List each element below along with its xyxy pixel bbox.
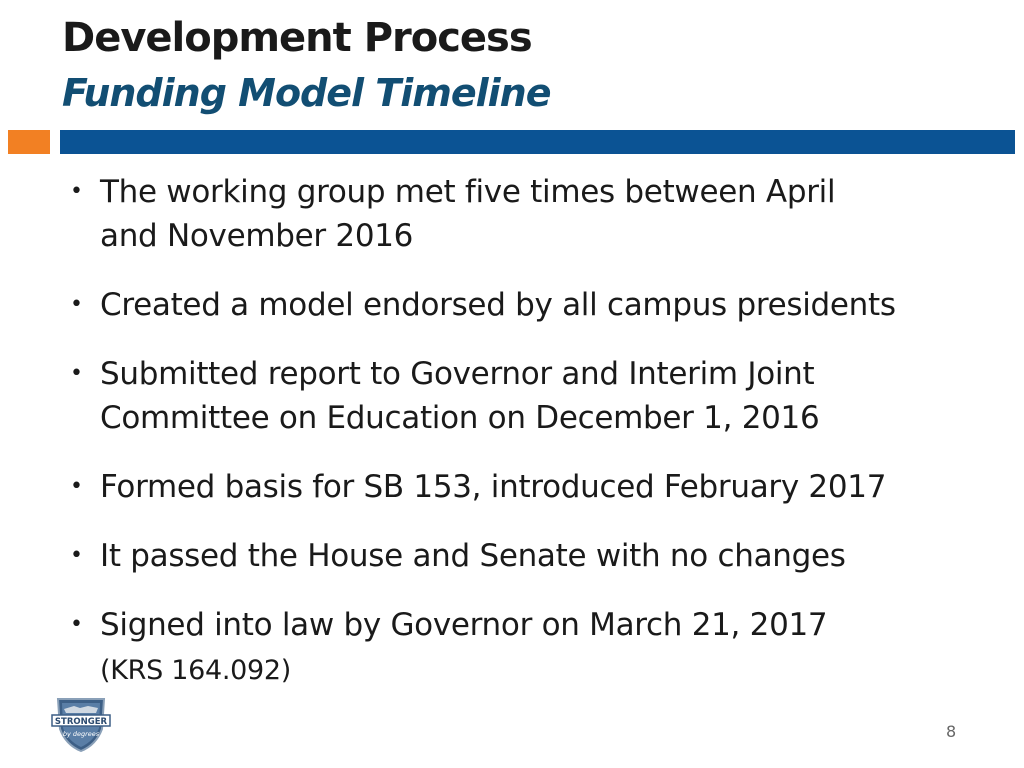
bullet-icon: •	[70, 179, 83, 204]
stronger-by-degrees-shield-icon	[50, 695, 112, 753]
bullet-item	[70, 283, 990, 327]
bullet-text: Formed basis for SB 153, introduced February 2017	[100, 469, 887, 505]
bullet-icon: •	[70, 361, 83, 386]
bullet-icon: •	[70, 474, 83, 499]
bullet-text: Submitted report to Governor and Interim Joint	[100, 356, 815, 392]
slide-title: Development Process	[62, 15, 532, 61]
bullet-icon: •	[70, 612, 83, 637]
bullet-list	[70, 170, 990, 718]
bullet-text: Signed into law by Governor on March 21, 2017	[100, 607, 828, 643]
bullet-item	[70, 352, 990, 440]
accent-square	[8, 130, 50, 154]
bullet-text: It passed the House and Senate with no changes	[100, 538, 846, 574]
bullet-text-continued: Committee on Education on December 1, 2016	[100, 400, 820, 436]
logo-text-sub: by degrees	[62, 730, 100, 738]
page-number: 8	[946, 722, 957, 741]
bullet-item	[70, 534, 990, 578]
bullet-icon: •	[70, 543, 83, 568]
logo-text-main: STRONGER	[54, 717, 108, 727]
bullet-item	[70, 603, 990, 693]
bullet-icon: •	[70, 292, 83, 317]
bullet-item	[70, 170, 990, 258]
slide-subtitle: Funding Model Timeline	[62, 71, 551, 115]
bullet-item	[70, 465, 990, 509]
accent-bar	[60, 130, 1015, 154]
bullet-text: The working group met five times between April	[100, 174, 836, 210]
bullet-text: Created a model endorsed by all campus presidents	[100, 287, 896, 323]
bullet-note: (KRS 164.092)	[100, 655, 292, 686]
bullet-text-continued: and November 2016	[100, 218, 414, 254]
